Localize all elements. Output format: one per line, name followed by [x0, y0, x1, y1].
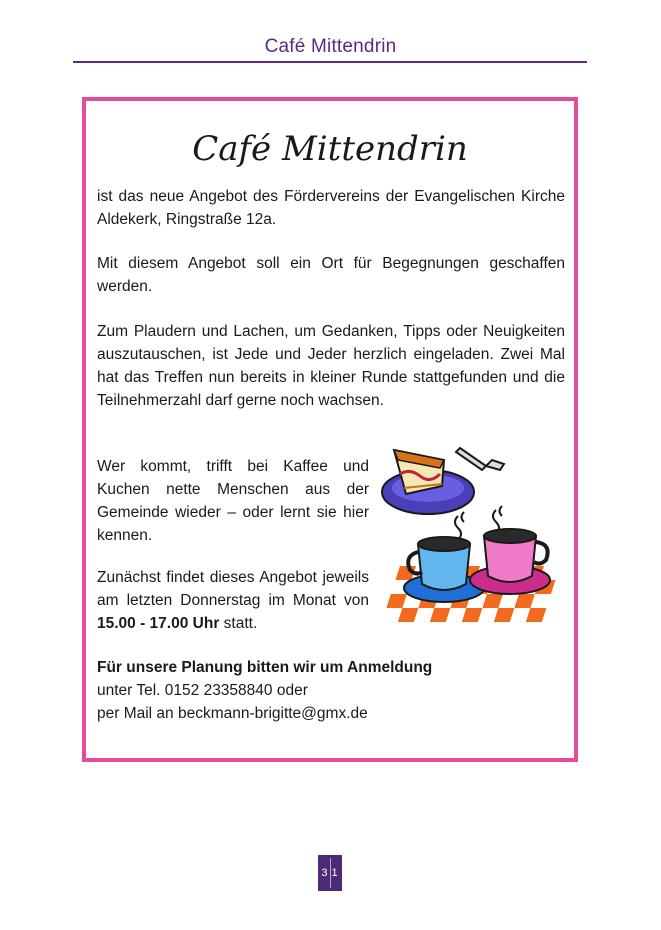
schedule-suffix: statt. — [219, 615, 258, 632]
running-header-title: Café Mittendrin — [264, 36, 397, 57]
registration-email: per Mail an beckmann-brigitte@gmx.de — [97, 705, 368, 722]
invitation-paragraph: Zum Plaudern und Lachen, um Gedanken, Tipps oder Neuigkeiten auszutauschen, ist Jede und Jeder herzlich eingeladen. Zwei Mal hat das Treffen nun bereits in kleiner Runde stattgefunden und die Teilnehmerzahl darf gerne noch wachsen. — [97, 323, 565, 409]
registration-paragraph — [97, 656, 565, 725]
schedule-paragraph — [97, 566, 369, 635]
page-number — [318, 855, 342, 891]
purpose-paragraph: Mit diesem Angebot soll ein Ort für Begegnungen geschaffen werden. — [97, 255, 565, 295]
page-number-divider — [330, 858, 331, 888]
meet-paragraph: Wer kommt, trifft bei Kaffee und Kuchen nette Menschen aus der Gemeinde wieder – oder lernt sie hier kennen. — [97, 458, 369, 544]
header-divider — [73, 61, 587, 63]
cake-and-coffee-cups-icon — [380, 438, 570, 638]
intro-paragraph: ist das neue Angebot des Fördervereins der Evangelischen Kirche Aldekerk, Ringstraße 12a. — [97, 188, 565, 228]
schedule-text: Zunächst findet dieses Angebot jeweils am letzten Donnerstag im Monat von — [97, 569, 369, 609]
registration-phone: unter Tel. 0152 23358840 oder — [97, 682, 308, 699]
announcement-title: Café Mittendrin — [192, 129, 468, 169]
page-number-left: 3 — [321, 867, 329, 879]
page-number-right: 1 — [331, 867, 339, 879]
registration-heading: Für unsere Planung bitten wir um Anmeldung — [97, 659, 433, 676]
fork — [456, 448, 504, 470]
schedule-time: 15.00 - 17.00 Uhr — [97, 615, 220, 632]
